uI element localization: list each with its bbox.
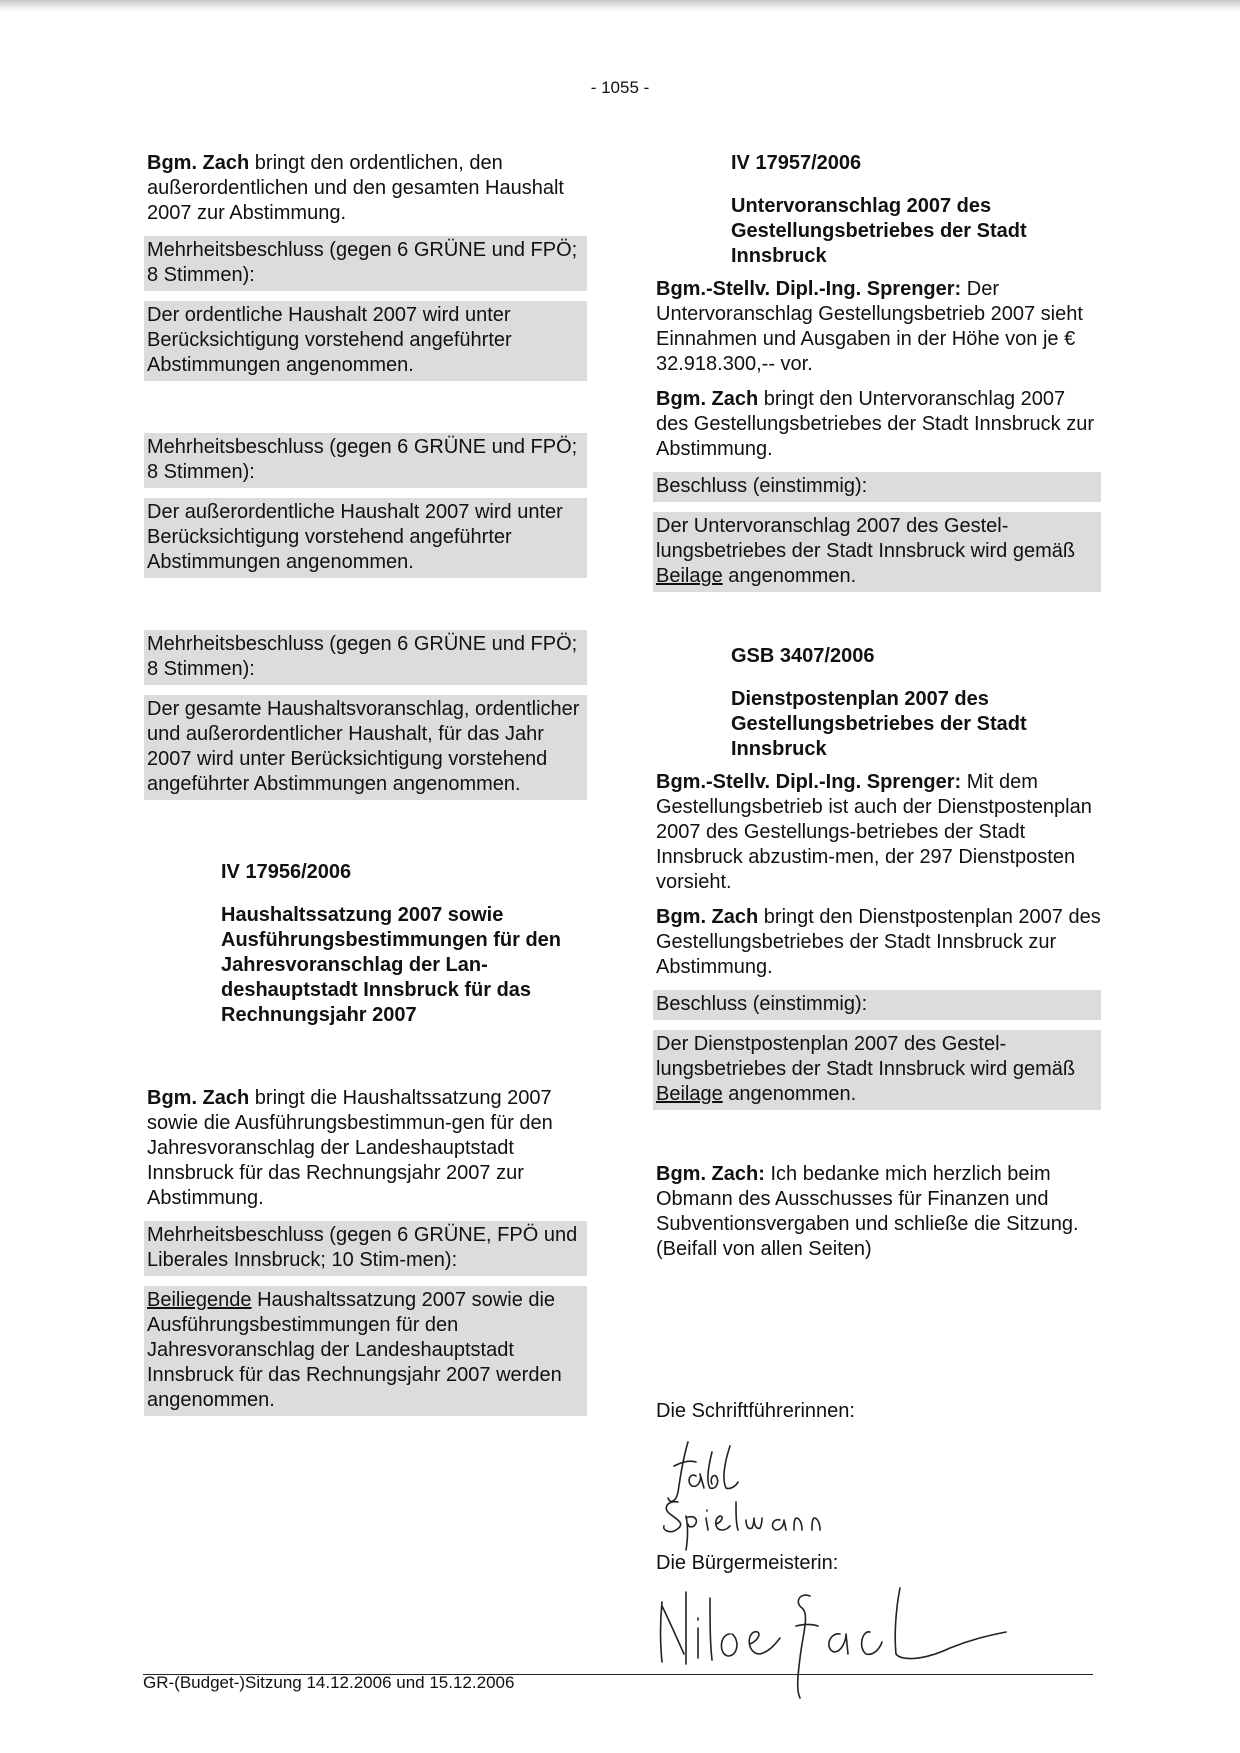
item-number-right-2: GSB 3407/2006 bbox=[731, 645, 875, 667]
item-title-right-1: Untervoranschlag 2007 des Gestellungsbetriebes der Stadt Innsbruck bbox=[731, 195, 1027, 267]
right-speech-3 bbox=[656, 770, 1101, 895]
speech-text: Mit dem Gestellungsbetrieb ist auch der Dienstpostenplan 2007 des Gestellungs-betriebes der Stadt Innsbruck abzustim-men, der 297 Dienstposten vorsieht. bbox=[656, 771, 1092, 893]
vote-label-4: Mehrheitsbeschluss (gegen 6 GRÜNE, FPÖ und Liberales Innsbruck; 10 Stim-men): bbox=[144, 1221, 587, 1276]
mayor-label: Die Bürgermeisterin: bbox=[656, 1552, 839, 1574]
speech-text: bringt den ordentlichen, den außerordentlichen und den gesamten Haushalt 2007 zur Abstimmung. bbox=[147, 152, 564, 224]
speaker-name: Bgm.-Stellv. Dipl.-Ing. Sprenger: bbox=[656, 771, 962, 793]
attachment-reference: Beiliegende bbox=[147, 1289, 252, 1311]
vote-result-1: Der ordentliche Haushalt 2007 wird unter Berücksichtigung vorstehend angeführter Abstimmungen angenommen. bbox=[144, 301, 587, 381]
vote-label-2: Mehrheitsbeschluss (gegen 6 GRÜNE und FPÖ; 8 Stimmen): bbox=[144, 433, 587, 488]
speaker-name: Bgm. Zach bbox=[656, 906, 759, 928]
left-column bbox=[147, 151, 587, 1426]
attachment-reference: Beilage bbox=[656, 565, 723, 587]
speech-text: bringt die Haushaltssatzung 2007 sowie die Ausführungsbestimmun-gen für den Jahresvoranschlag der Landeshauptstadt Innsbruck für das Rechnungsjahr 2007 zur Abstimmung. bbox=[147, 1087, 553, 1209]
secretaries-label: Die Schriftführerinnen: bbox=[656, 1400, 855, 1422]
speaker-name: Bgm. Zach bbox=[656, 388, 759, 410]
item-title-left: Haushaltssatzung 2007 sowie Ausführungsbestimmungen für den Jahresvoranschlag der Lan-deshauptstadt Innsbruck für das Rechnungsjahr 2007 bbox=[221, 904, 561, 1026]
vote-result-4 bbox=[144, 1286, 587, 1416]
speech-text: bringt den Dienstpostenplan 2007 des Gestellungsbetriebes der Stadt Innsbruck zur Abstimmung. bbox=[656, 906, 1101, 978]
right-vote-label-1: Beschluss (einstimmig): bbox=[653, 472, 1101, 502]
attachment-reference: Beilage bbox=[656, 1083, 723, 1105]
page-number: - 1055 - bbox=[590, 78, 650, 97]
item-title-right-2: Dienstpostenplan 2007 des Gestellungsbetriebes der Stadt Innsbruck bbox=[731, 688, 1027, 760]
vote-result-text: Der Untervoranschlag 2007 des Gestel-lungsbetriebes der Stadt Innsbruck wird gemäß bbox=[656, 515, 1076, 562]
right-vote-label-2: Beschluss (einstimmig): bbox=[653, 990, 1101, 1020]
footer-session-info: GR-(Budget-)Sitzung 14.12.2006 und 15.12.2006 bbox=[143, 1673, 515, 1692]
left-speech-1 bbox=[147, 151, 587, 226]
vote-result-text: Haushaltssatzung 2007 sowie die Ausführungsbestimmungen für den Jahresvoranschlag der Landeshauptstadt Innsbruck für das Rechnungsjahr 2007 werden angenommen. bbox=[147, 1289, 562, 1411]
scan-edge bbox=[0, 0, 1240, 12]
secretary-signature-2 bbox=[656, 1490, 896, 1560]
speech-text: Der Untervoranschlag Gestellungsbetrieb 2007 sieht Einnahmen und Ausgaben in der Höhe von je € 32.918.300,-- vor. bbox=[656, 278, 1083, 375]
vote-label-3: Mehrheitsbeschluss (gegen 6 GRÜNE und FPÖ; 8 Stimmen): bbox=[144, 630, 587, 685]
closing-remarks bbox=[656, 1162, 1101, 1262]
speaker-name: Bgm. Zach: bbox=[656, 1163, 765, 1185]
right-speech-2 bbox=[656, 387, 1101, 462]
item-number-right-1: IV 17957/2006 bbox=[731, 152, 862, 174]
vote-label-1: Mehrheitsbeschluss (gegen 6 GRÜNE und FPÖ; 8 Stimmen): bbox=[144, 236, 587, 291]
speech-text: Ich bedanke mich herzlich beim Obmann des Ausschusses für Finanzen und Subventionsvergaben und schließe die Sitzung. (Beifall von allen Seiten) bbox=[656, 1163, 1079, 1260]
speaker-name: Bgm. Zach bbox=[147, 152, 250, 174]
right-column bbox=[656, 151, 1101, 1272]
mayor-signature bbox=[650, 1578, 1010, 1698]
right-vote-result-2 bbox=[653, 1030, 1101, 1110]
vote-result-text: angenommen. bbox=[722, 1083, 857, 1105]
speaker-name: Bgm.-Stellv. Dipl.-Ing. Sprenger: bbox=[656, 278, 962, 300]
vote-result-2: Der außerordentliche Haushalt 2007 wird unter Berücksichtigung vorstehend angeführter Abstimmungen angenommen. bbox=[144, 498, 587, 578]
speaker-name: Bgm. Zach bbox=[147, 1087, 250, 1109]
item-number-left: IV 17956/2006 bbox=[221, 861, 352, 883]
right-speech-1 bbox=[656, 277, 1101, 377]
vote-result-text: angenommen. bbox=[722, 565, 857, 587]
left-speech-2 bbox=[147, 1086, 587, 1211]
right-vote-result-1 bbox=[653, 512, 1101, 592]
vote-result-text: Der Dienstpostenplan 2007 des Gestel-lungsbetriebes der Stadt Innsbruck wird gemäß bbox=[656, 1033, 1076, 1080]
right-speech-4 bbox=[656, 905, 1101, 980]
speech-text: bringt den Untervoranschlag 2007 des Gestellungsbetriebes der Stadt Innsbruck zur Abstimmung. bbox=[656, 388, 1095, 460]
vote-result-3: Der gesamte Haushaltsvoranschlag, ordentlicher und außerordentlicher Haushalt, für das Jahr 2007 wird unter Berücksichtigung vorstehend angeführter Abstimmungen angenommen. bbox=[144, 695, 587, 800]
